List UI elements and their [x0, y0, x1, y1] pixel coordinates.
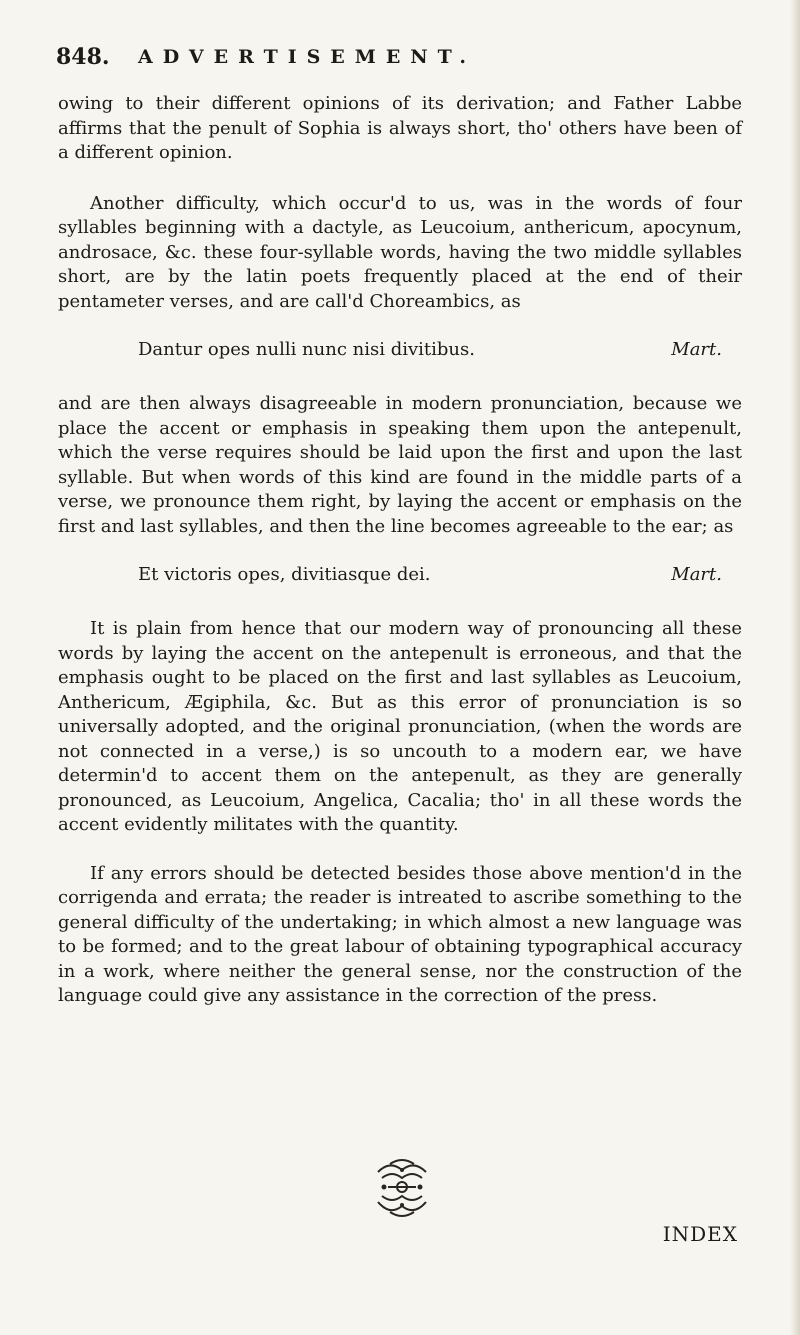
paragraph-continuation: owing to their different opinions of its derivation; and Father Labbe affirms that the penult of Sophia is always short, tho' others have been of a different opinion.: [58, 93, 742, 163]
page-body: [58, 92, 742, 1009]
quote-source: Mart.: [671, 339, 722, 360]
paragraph-conclusion: It is plain from hence that our modern way of pronouncing all these words by laying the accent on the antepenult is erroneous, and that the emphasis ought to be placed on the first and last syllables as Leucoium, Anthericum, Ægiphila, &c. But as this error of pronunciation is so universally adopted, and the original pronunciation, (when the words are not connected in a verse,) is so uncouth to a modern ear, we have determin'd to accent them on the antepenult, as they are generally pronounced, as Leucoium, Angelica, Cacalia; tho' in all these words the accent evidently militates with the quantity.: [58, 618, 742, 835]
running-head: ADVERTISEMENT.: [138, 46, 476, 68]
verse-quote-2: [58, 563, 742, 589]
page-edge-shadow: [790, 0, 800, 1335]
page-number: 848.: [56, 44, 110, 70]
page-header: [56, 44, 744, 78]
paragraph-difficulty: Another difficulty, which occur'd to us, was in the words of four syllables beginning with a dactyle, as Leucoium, anthericum, apocynum, androsace, &c. these four-syllable words, having the two middle syllables short, are by the latin poets frequently placed at the end of their pentameter verses, and are call'd Choreambics, as: [58, 192, 742, 312]
catchword: INDEX: [662, 1222, 738, 1246]
printers-flower-ornament-icon: [370, 1158, 434, 1220]
quote-text: Dantur opes nulli nunc nisi divitibus.: [138, 339, 475, 360]
quote-source: Mart.: [671, 564, 722, 585]
verse-quote-1: [58, 338, 742, 364]
paragraph-pronunciation: and are then always disagreeable in modern pronunciation, because we place the accent or emphasis in speaking them upon the antepenult, which the verse requires should be laid upon the first and upon the last syllable. But when words of this kind are found in the middle parts of a verse, we pronounce them right, by laying the accent or emphasis on the first and last syllables, and then the line becomes agreeable to the ear; as: [58, 393, 742, 537]
paragraph-errata: If any errors should be detected besides those above mention'd in the corrigenda and errata; the reader is intreated to ascribe something to the general difficulty of the undertaking; in which almost a new language was to be formed; and to the great labour of obtaining typographical accuracy in a work, where neither the general sense, nor the construction of the language could give any assistance in the correction of the press.: [58, 862, 742, 1006]
quote-text: Et victoris opes, divitiasque dei.: [138, 564, 431, 585]
